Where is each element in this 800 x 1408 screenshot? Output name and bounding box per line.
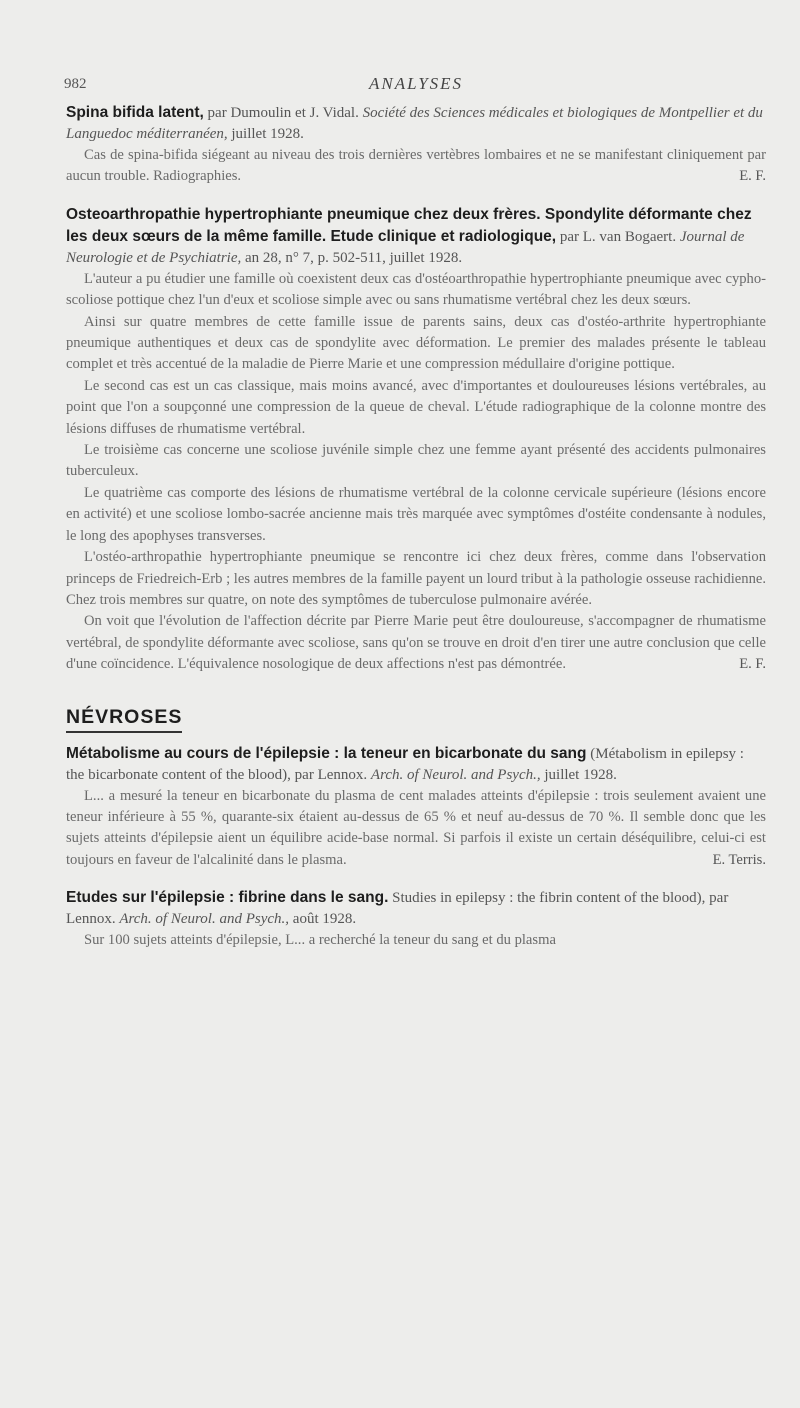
article-paragraph: Sur 100 sujets atteints d'épilepsie, L... a recherché la teneur du sang et du plasma <box>84 932 556 949</box>
article-paragraph: L'auteur a pu étudier une famille où coexistent deux cas d'ostéoarthropathie hypertrophiante pneumique avec cypho-scoliose pottique chez l'un d'eux et scoliose simple avec ou sans rhumatisme vertébral chez les deux sœurs. <box>66 270 766 309</box>
running-title: ANALYSES <box>368 74 464 93</box>
reviewer-initials: E. Terris. <box>712 851 766 868</box>
article-fibrine <box>66 887 766 951</box>
page-number: 982 <box>64 76 87 92</box>
article-paragraph: L'ostéo-arthropathie hypertrophiante pneumique se rencontre ici chez deux frères, comme dans l'observation princeps de Friedreich-Erb ; les autres membres de la famille payent un lourd tribut à la pathologie osseuse rachidienne. Chez trois membres sur quatre, on note des symptômes de tuberculose pulmonaire avérée. <box>66 549 766 608</box>
article-spina-bifida <box>66 102 766 188</box>
article-date: août 1928. <box>289 911 357 928</box>
reviewer-initials: E. F. <box>739 656 766 673</box>
article-paragraph: Le troisième cas concerne une scoliose juvénile simple chez une femme ayant présenté des accidents pulmonaires tuberculeux. <box>66 442 766 480</box>
article-date: juillet 1928. <box>540 766 617 783</box>
article-osteoarthropathie <box>66 204 766 676</box>
article-heading <box>66 204 766 269</box>
article-heading <box>66 743 766 786</box>
article-title: Métabolisme au cours de l'épilepsie : la teneur en bicarbonate du sang <box>66 744 587 762</box>
article-source: Arch. of Neurol. and Psych., <box>370 766 541 783</box>
article-source: Journal de Neurologie et de Psychiatrie, <box>66 228 745 266</box>
article-date: juillet 1928. <box>227 126 304 142</box>
section-heading: NÉVROSES <box>66 706 182 733</box>
article-title: Osteoarthropathie hypertrophiante pneumique chez deux frères. Spondylite déformante chez les deux sœurs de la même famille. Etude clinique et radiologique, <box>66 205 752 245</box>
article-source: Arch. of Neurol. and Psych., <box>119 911 290 928</box>
article-date: an 28, n° 7, p. 502-511, juillet 1928. <box>241 249 463 266</box>
article-paragraph: Ainsi sur quatre membres de cette famille issue de parents sains, deux cas d'ostéo-arthrite hypertrophiante pneumique authentiques et deux cas de spondylite avec déformation. Le premier des malades présente le tableau complet et très accentué de la maladie de Pierre Marie et une compression médullaire d'origine pottique. <box>66 313 766 373</box>
article-authors: par Dumoulin et J. Vidal. <box>203 105 363 121</box>
article-paragraph: L... a mesuré la teneur en bicarbonate du plasma de cent malades atteints d'épilepsie : trois seulement avaient une teneur inférieure à 55 %, quarante-six étaient au-dessus de 65 % et neuf au-dessus de 70 %. Il semble donc que les sujets atteints d'épilepsie aient un équilibre acide-base normal. Si parfois il existe un certain déséquilibre, celui-ci est toujours en faveur de l'alcalinité dans le plasma. E. Terris. <box>66 786 766 872</box>
article-paragraph: Le quatrième cas comporte des lésions de rhumatisme vertébral de la colonne cervicale supérieure (lésions encore en activité) et une scoliose lombo-sacrée ancienne mais très marquée avec symptômes d'ostéite condensante à nodules, le long des apophyses transverses. <box>66 484 766 544</box>
article-authors: (Métabolism in epilepsy : the bicarbonate content of the blood), par Lennox. <box>66 745 744 783</box>
article-heading <box>66 887 766 930</box>
article-paragraph: Cas de spina-bifida siégeant au niveau des trois dernières vertèbres lombaires et ne se manifestant cliniquement par aucun trouble. Radiographies. E. F. <box>66 145 766 188</box>
article-heading <box>66 102 766 145</box>
article-paragraph: On voit que l'évolution de l'affection décrite par Pierre Marie peut être douloureuse, s'accompagner de rhumatisme vertébral, de spondylite déformante avec scoliose, sans qu'on se trouve en droit d'en tirer une autre conclusion que celle d'une coïncidence. L'équivalence nosologique de deux affections n'est pas démontrée. E. F. <box>66 611 766 675</box>
running-header <box>66 70 766 100</box>
article-paragraph: Le second cas est un cas classique, mais moins avancé, avec d'importantes et douloureuses lésions vertébrales, au point que l'on a soupçonné une compression de la queue de cheval. L'étude radiographique de la colonne montre des lésions diffuses de rhumatisme vertébral. <box>66 377 766 437</box>
article-authors: Studies in epilepsy : the fibrin content of the blood), par Lennox. <box>66 890 729 928</box>
article-title: Spina bifida latent, <box>66 104 204 121</box>
article-authors: par L. van Bogaert. <box>556 228 680 245</box>
article-title: Etudes sur l'épilepsie : fibrine dans le sang. <box>66 889 389 907</box>
article-bicarbonate <box>66 743 766 872</box>
reviewer-initials: E. F. <box>739 168 766 185</box>
article-source: Société des Sciences médicales et biologiques de Montpellier et du Languedoc méditerranéen, <box>66 105 763 142</box>
